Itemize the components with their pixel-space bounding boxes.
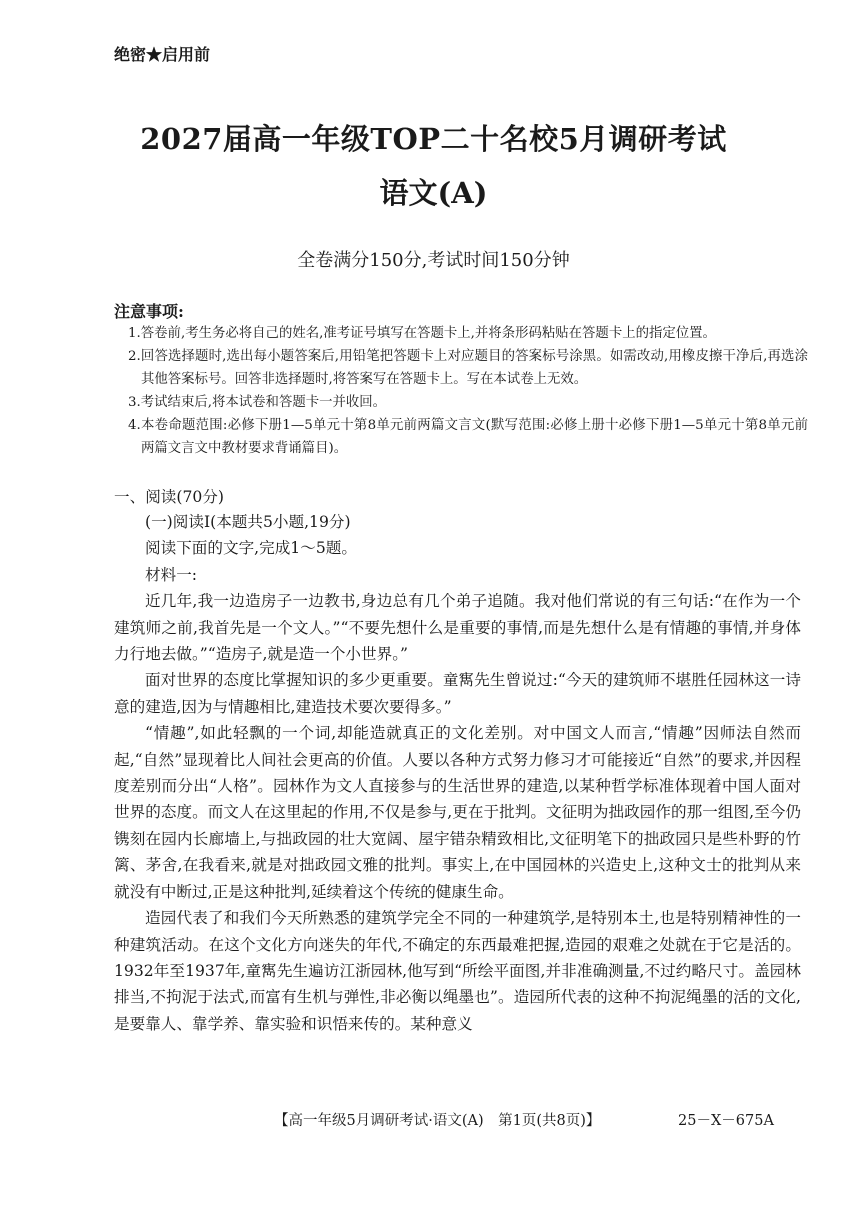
paragraph: “情趣”,如此轻飘的一个词,却能造就真正的文化差别。对中国文人而言,“情趣”因师法自然而起,“自然”显现着比人间社会更高的价值。人要以各种方式努力修习才可能接近“自然”的要求,并因程度差别而分出“人格”。园林作为文人直接参与的生活世界的建造,以某种哲学标准体现着中国人面对世界的态度。而文人在这里起的作用,不仅是参与,更在于批判。文征明为拙政园作的那一组图,至今仍镌刻在园内长廊墙上,与拙政园的壮大宽阔、屋宇错杂精致相比,文征明笔下的拙政园只是些朴野的竹篱、茅舍,在我看来,就是对拙政园文雅的批判。事实上,在中国园林的兴造史上,这种文士的批判从来就没有中断过,正是这种批判,延续着这个传统的健康生命。 xyxy=(114,724,801,901)
section-title: 一、阅读(70分) xyxy=(114,488,224,506)
reading-body xyxy=(114,509,801,1037)
material-label: 材料一: xyxy=(145,565,198,584)
paragraph: 近几年,我一边造房子一边教书,身边总有几个弟子追随。我对他们常说的有三句话:“在作为一个建筑师之前,我首先是一个文人。”“不要先想什么是重要的事情,而是先想什么是有情趣的事情,并身体力行地去做。”“造房子,就是造一个小世界。” xyxy=(114,592,801,664)
note-item: 3.考试结束后,将本试卷和答题卡一并收回。 xyxy=(128,395,387,410)
page-footer: 【高一年级5月调研考试·语文(A) 第1页(共8页)】 xyxy=(274,1113,601,1129)
note-item: 4.本卷命题范围:必修下册1—5单元十第8单元前两篇文言文(默写范围:必修上册十必修下册1—5单元十第8单元前两篇文言文中教材要求背诵篇目)。 xyxy=(128,418,808,456)
score-info: 全卷满分150分,考试时间150分钟 xyxy=(297,250,570,271)
notes-list xyxy=(128,322,808,460)
exam-title: 2027届高一年级TOP二十名校5月调研考试 xyxy=(140,122,727,156)
subsection-title: (一)阅读Ⅰ(本题共5小题,19分) xyxy=(145,513,351,531)
paragraph: 面对世界的态度比掌握知识的多少更重要。童寯先生曾说过:“今天的建筑师不堪胜任园林这一诗意的建造,因为与情趣相比,建造技术要次要得多。” xyxy=(114,671,801,716)
note-item: 1.答卷前,考生务必将自己的姓名,准考证号填写在答题卡上,并将条形码粘贴在答题卡上的指定位置。 xyxy=(128,326,716,341)
subject-title: 语文(A) xyxy=(379,176,488,210)
notes-heading: 注意事项: xyxy=(114,302,184,321)
exam-code: 25－X－675A xyxy=(678,1113,774,1129)
note-item: 2.回答选择题时,选出每小题答案后,用铅笔把答题卡上对应题目的答案标号涂黑。如需改动,用橡皮擦干净后,再选涂其他答案标号。回答非选择题时,将答案写在答题卡上。写在本试卷上无效。 xyxy=(128,349,808,387)
secret-label: 绝密★启用前 xyxy=(114,45,211,64)
paragraph: 造园代表了和我们今天所熟悉的建筑学完全不同的一种建筑学,是特别本土,也是特别精神性的一种建筑活动。在这个文化方向迷失的年代,不确定的东西最难把握,造园的艰难之处就在于它是活的。1932年至1937年,童寯先生遍访江浙园林,他写到“所绘平面图,并非准确测量,不过约略尺寸。盖园林排当,不拘泥于法式,而富有生机与弹性,非必衡以绳墨也”。造园所代表的这种不拘泥绳墨的活的文化,是要靠人、靠学养、靠实验和识悟来传的。某种意义 xyxy=(114,909,801,1033)
instruction: 阅读下面的文字,完成1～5题。 xyxy=(145,539,357,558)
